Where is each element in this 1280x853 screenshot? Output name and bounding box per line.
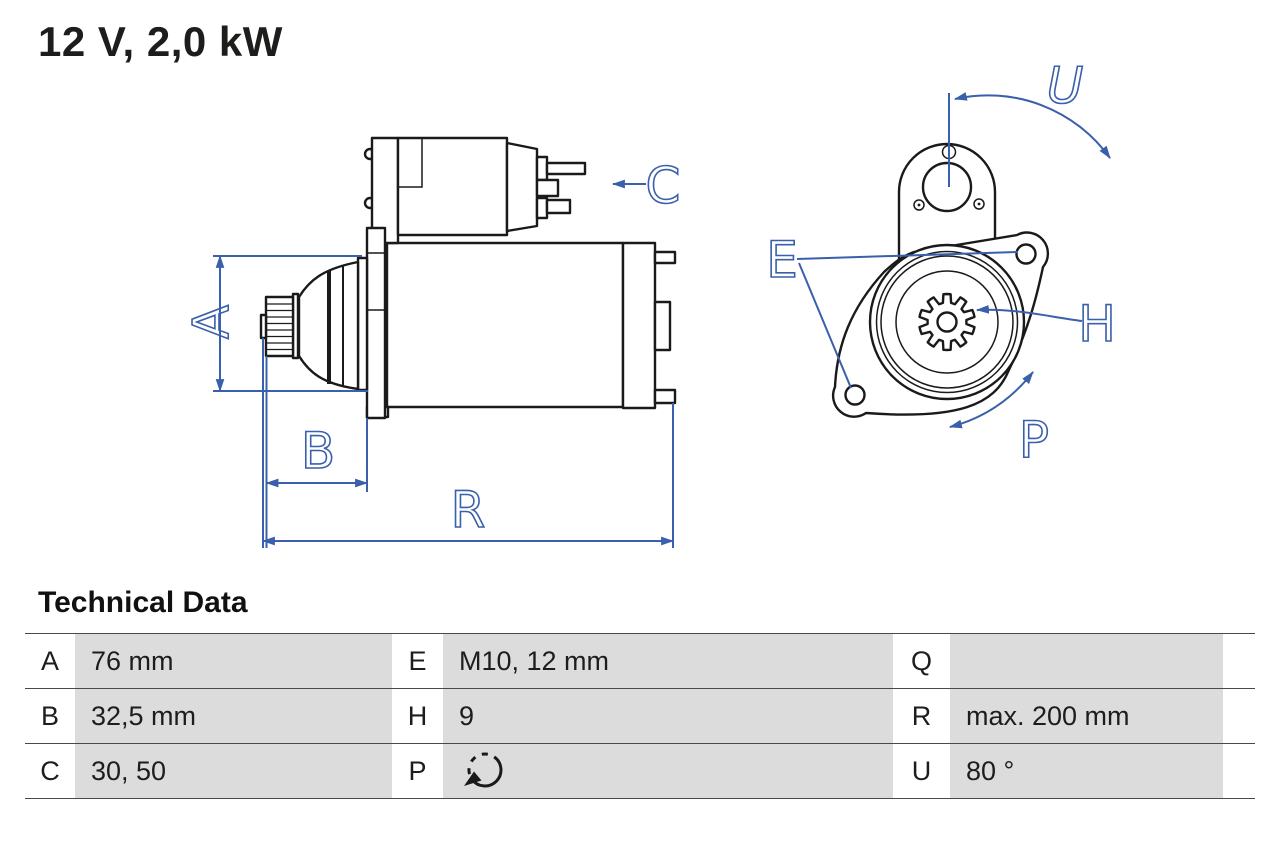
- table-heading: Technical Data: [38, 586, 248, 619]
- cell-value-U: 80 °: [950, 744, 1223, 798]
- rotation-direction-icon: [459, 748, 507, 794]
- cell-value-H: 9: [443, 689, 893, 743]
- cell-key-B: B: [25, 689, 75, 743]
- cell-key-A: A: [25, 634, 75, 688]
- dim-label-a: A: [182, 304, 241, 340]
- terminal: [537, 198, 547, 218]
- end-tab-top: [655, 252, 675, 263]
- cell-key-C: C: [25, 744, 75, 798]
- dim-label-c: C: [645, 157, 681, 215]
- bolt-hole: [1017, 245, 1036, 264]
- cell-key-H: H: [392, 689, 443, 743]
- cell-key-U: U: [893, 744, 950, 798]
- dim-label-h: H: [1078, 295, 1116, 353]
- cell-value-P: [443, 744, 893, 798]
- end-block: [655, 302, 670, 350]
- dim-label-r: R: [450, 481, 486, 539]
- side-view-drawing: [183, 138, 681, 548]
- cell-value-R: max. 200 mm: [950, 689, 1223, 743]
- dim-label-b: B: [300, 422, 336, 480]
- motor-end-cap: [623, 243, 655, 408]
- product-title: 12 V, 2,0 kW: [38, 18, 283, 65]
- cell-value-A: 76 mm: [75, 634, 392, 688]
- table-row: [25, 688, 1255, 743]
- cell-key-P: P: [392, 744, 443, 798]
- cell-value-C: 30, 50: [75, 744, 392, 798]
- mounting-flange: [367, 228, 385, 418]
- dim-label-e: E: [766, 231, 798, 289]
- bracket-big-hole: [923, 163, 971, 211]
- table-row: [25, 633, 1255, 688]
- pinion-gear-side: [266, 297, 293, 356]
- cell-value-Q: [950, 634, 1223, 688]
- cell-value-B: 32,5 mm: [75, 689, 392, 743]
- technical-data-table: [25, 633, 1255, 799]
- shaft-hole: [938, 313, 957, 332]
- terminal: [537, 157, 547, 180]
- cell-key-Q: Q: [893, 634, 950, 688]
- dim-label-p: P: [1018, 411, 1050, 469]
- pinion-shaft: [261, 315, 266, 338]
- motor-body: [387, 243, 623, 407]
- bolt-hole: [846, 386, 865, 405]
- terminal-stud: [547, 200, 570, 213]
- solenoid-taper: [507, 143, 537, 231]
- front-view-drawing: [766, 57, 1116, 469]
- dim-label-u: U: [1046, 57, 1084, 115]
- cell-key-R: R: [893, 689, 950, 743]
- cell-value-E: M10, 12 mm: [443, 634, 893, 688]
- callout-C: [613, 157, 680, 215]
- terminal-stud: [547, 163, 585, 174]
- cell-key-E: E: [392, 634, 443, 688]
- terminal: [537, 180, 558, 196]
- table-row: [25, 743, 1255, 799]
- drive-end-ring: [358, 258, 367, 390]
- end-tab-bottom: [655, 390, 675, 403]
